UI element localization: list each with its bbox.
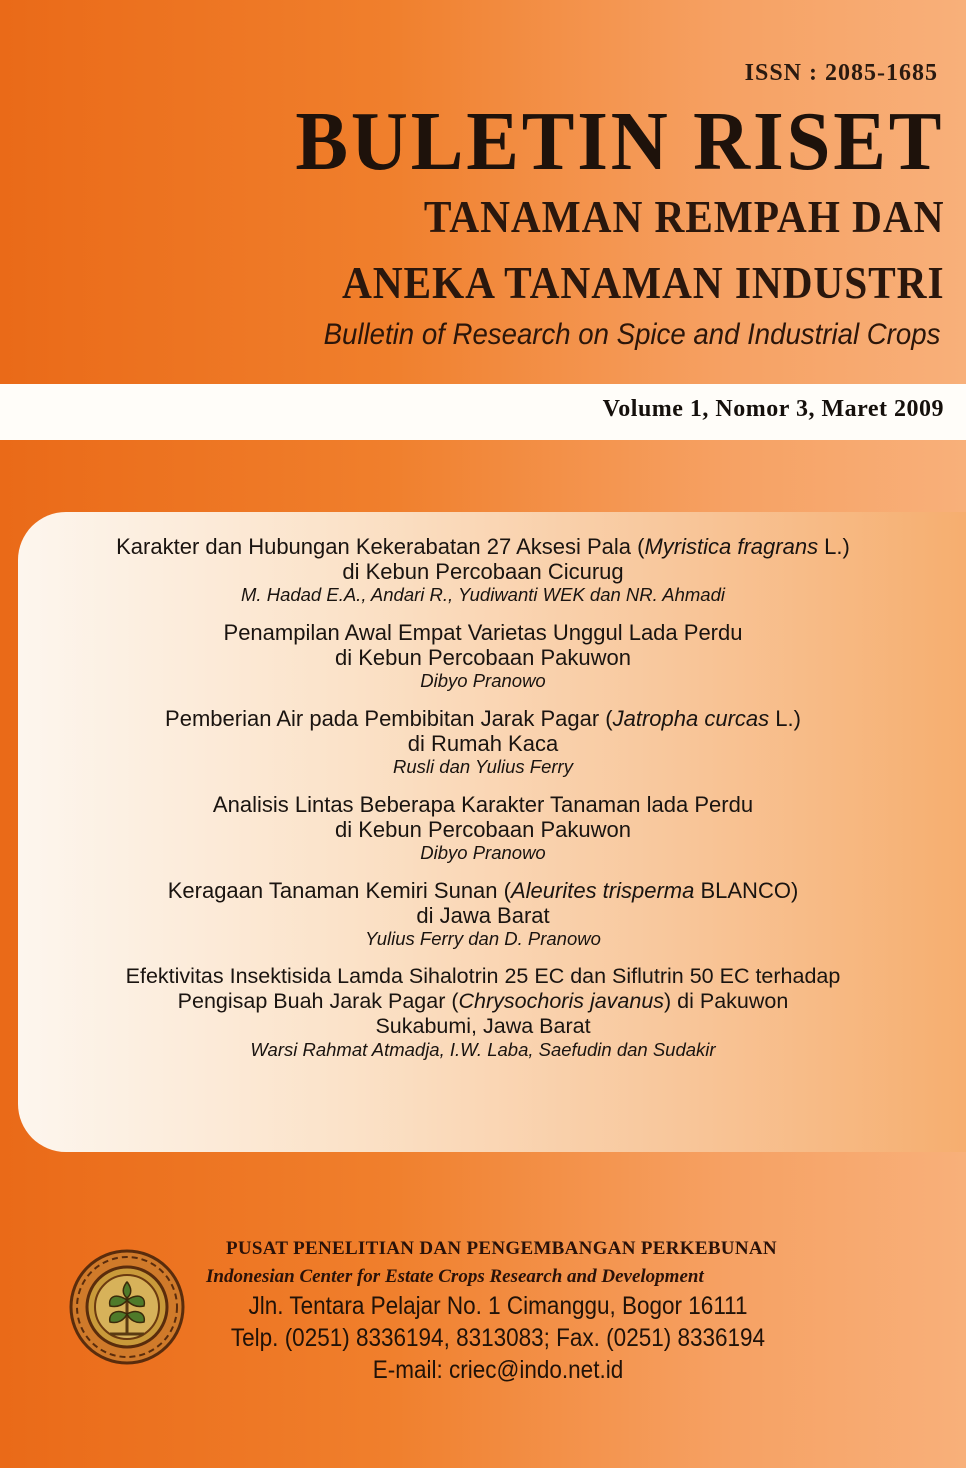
ministry-emblem-icon xyxy=(66,1242,188,1372)
article-title-text: Pengisap Buah Jarak Pagar ( xyxy=(177,989,459,1013)
publisher-name-english: Indonesian Center for Estate Crops Research and Development xyxy=(206,1266,704,1287)
article-title-line: di Jawa Barat xyxy=(416,903,550,928)
journal-subtitle-line-1: TANAMAN REMPAH DAN xyxy=(423,191,944,242)
article-authors: M. Hadad E.A., Andari R., Yudiwanti WEK dan NR. Ahmadi xyxy=(241,584,725,605)
article-1 xyxy=(0,534,966,606)
publisher-address: Jln. Tentara Pelajar No. 1 Cimanggu, Bogor 16111 xyxy=(248,1292,748,1320)
journal-title: BULETIN RISET xyxy=(295,95,944,188)
scientific-name: Chrysochoris javanus xyxy=(458,989,665,1013)
scientific-name: Aleurites trisperma xyxy=(510,878,695,903)
article-title-line: di Kebun Percobaan Cicurug xyxy=(342,559,624,584)
article-authors: Dibyo Pranowo xyxy=(420,842,546,863)
article-title-text: L.) xyxy=(818,534,850,559)
article-title-text: BLANCO) xyxy=(694,878,799,903)
journal-title-english: Bulletin of Research on Spice and Industrial Crops xyxy=(323,318,940,351)
article-title-line xyxy=(0,706,966,731)
article-title-line: di Rumah Kaca xyxy=(407,731,559,756)
article-title-line: Sukabumi, Jawa Barat xyxy=(375,1014,591,1038)
article-title-line: Analisis Lintas Beberapa Karakter Tanaman lada Perdu xyxy=(212,792,754,817)
article-authors: Dibyo Pranowo xyxy=(420,670,546,691)
article-title-line: Penampilan Awal Empat Varietas Unggul Lada Perdu xyxy=(223,620,743,645)
article-title-text: ) di Pakuwon xyxy=(664,989,789,1013)
article-title-line xyxy=(0,534,966,559)
article-title-text: Keragaan Tanaman Kemiri Sunan ( xyxy=(167,878,511,903)
article-3 xyxy=(0,706,966,778)
scientific-name: Jatropha curcas xyxy=(612,706,770,731)
article-title-line: di Kebun Percobaan Pakuwon xyxy=(335,817,631,842)
publisher-name: PUSAT PENELITIAN DAN PENGEMBANGAN PERKEBUNAN xyxy=(226,1238,777,1259)
article-title-line xyxy=(0,878,966,903)
scientific-name: Myristica fragrans xyxy=(644,534,819,559)
article-title-text: Pemberian Air pada Pembibitan Jarak Pagar ( xyxy=(165,706,613,731)
article-title-text: Karakter dan Hubungan Kekerabatan 27 Aksesi Pala ( xyxy=(116,534,645,559)
article-2 xyxy=(0,620,966,692)
article-5 xyxy=(0,878,966,950)
article-6 xyxy=(0,964,966,1061)
article-4 xyxy=(0,792,966,864)
issn-number: ISSN : 2085-1685 xyxy=(744,60,938,86)
volume-info: Volume 1, Nomor 3, Maret 2009 xyxy=(602,396,944,422)
article-title-line xyxy=(0,989,966,1014)
article-authors: Warsi Rahmat Atmadja, I.W. Laba, Saefudin dan Sudakir xyxy=(250,1039,716,1060)
article-authors: Yulius Ferry dan D. Pranowo xyxy=(365,928,601,949)
article-title-line: Efektivitas Insektisida Lamda Sihalotrin 25 EC dan Siflutrin 50 EC terhadap xyxy=(125,964,841,988)
article-title-text: L.) xyxy=(769,706,801,731)
article-title-line: di Kebun Percobaan Pakuwon xyxy=(335,645,631,670)
article-authors: Rusli dan Yulius Ferry xyxy=(393,756,573,777)
publisher-email: E-mail: criec@indo.net.id xyxy=(372,1356,624,1384)
journal-subtitle-line-2: ANEKA TANAMAN INDUSTRI xyxy=(341,257,944,308)
article-list xyxy=(0,534,966,1075)
publisher-phone: Telp. (0251) 8336194, 8313083; Fax. (0251) 8336194 xyxy=(230,1324,766,1352)
